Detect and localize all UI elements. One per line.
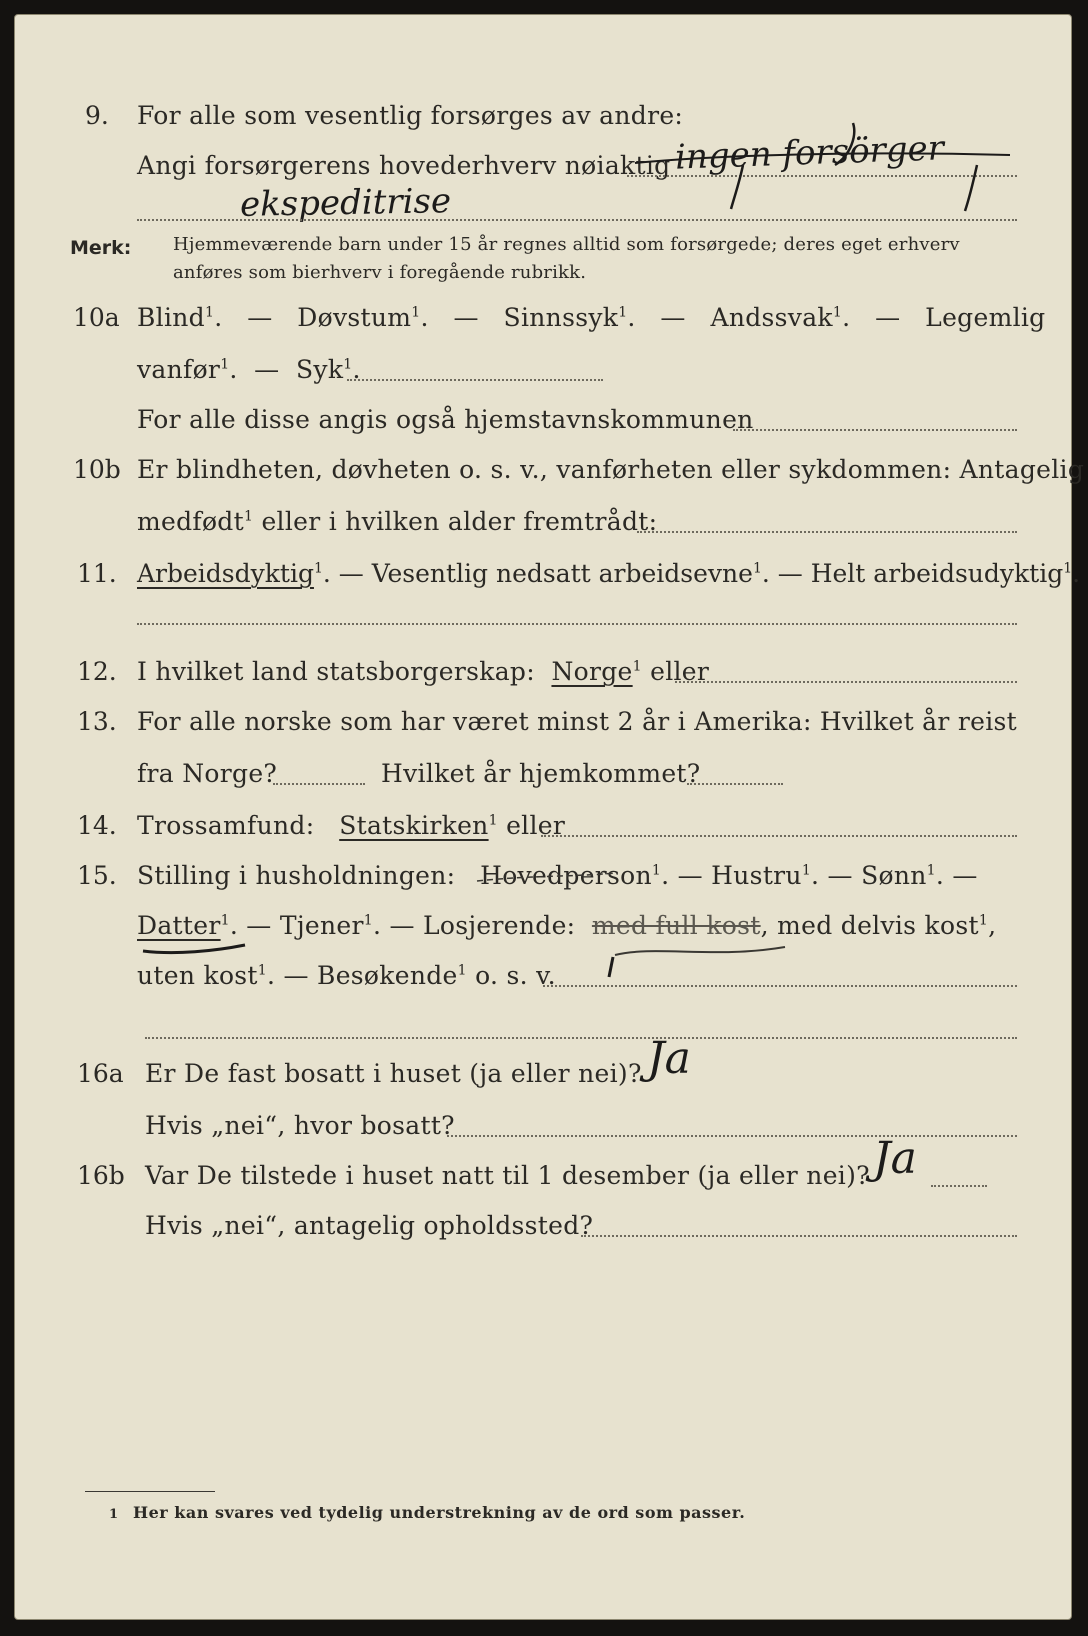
q10a-fill-line — [347, 379, 603, 381]
q16a-number: 16a — [77, 1059, 124, 1088]
q12-fill-line — [675, 681, 1017, 683]
q10b-line1: Er blindheten, døvheten o. s. v., vanførheten eller sykdommen: Antagelig — [137, 455, 1085, 484]
q16a-handwritten-answer: Ja — [647, 1033, 691, 1084]
option-statskirken-underlined: Statskirken — [339, 811, 489, 840]
q9-number: 9. — [85, 101, 109, 130]
option-hovedperson: Hovedperson — [480, 861, 652, 890]
q11-number: 11. — [77, 559, 117, 588]
option-blind: Blind — [137, 303, 205, 332]
footnote-text: Her kan svares ved tydelig understrekning av de ord som passer. — [133, 1503, 746, 1522]
q11-fill-line — [137, 623, 1017, 625]
q14-number: 14. — [77, 811, 117, 840]
q16b-fill-line-1 — [931, 1185, 987, 1187]
q13-fill-line-1 — [273, 783, 365, 785]
q9-handwritten-occupation: ekspeditrise — [239, 181, 452, 225]
option-vanfor: vanfør — [137, 355, 221, 384]
q13-hjemkommet: Hvilket år hjemkommet? — [381, 759, 701, 788]
q10a-line2: vanfør$^1$. — Syk$^1$. — [137, 355, 361, 384]
q15-line2: Datter$^1$. — Tjener$^1$. — Losjerende: med full kost, med delvis kost$^1$, — [137, 911, 997, 940]
option-datter-underlined: Datter — [137, 911, 221, 940]
q16b-line1: Var De tilstede i huset natt til 1 desember (ja eller nei)? — [145, 1161, 870, 1190]
footnote-rule — [85, 1491, 215, 1492]
q11-line: Arbeidsdyktig$^1$. — Vesentlig nedsatt arbeidsevne$^1$. — Helt arbeidsudyktig$^1$. — [137, 559, 1081, 588]
q9-line1: For alle som vesentlig forsørges av andre: — [137, 101, 684, 130]
q16b-fill-line — [581, 1235, 1017, 1237]
q15-line1: Stilling i husholdningen: Hovedperson$^1$. — Hustru$^1$. — Sønn$^1$. — — [137, 861, 978, 890]
option-legemlig: Legemlig — [925, 303, 1046, 332]
q10b-number: 10b — [73, 455, 121, 484]
q15-line3: uten kost$^1$. — Besøkende$^1$ o. s. v. — [137, 961, 556, 990]
q15-fill-line — [543, 985, 1017, 987]
q9-fill-line-2 — [137, 219, 1017, 221]
q15-fill-line-2 — [145, 1037, 1017, 1039]
merk-line2: anføres som bierhverv i foregående rubrikk. — [173, 262, 587, 283]
q13-fill-line-2 — [687, 783, 783, 785]
q14-fill-line — [541, 835, 1017, 837]
option-norge-underlined: Norge — [551, 657, 633, 686]
option-andssvak: Andssvak — [710, 303, 833, 332]
q16b-line2: Hvis „nei“, antagelig opholdssted? — [145, 1211, 594, 1240]
q16b-number: 16b — [77, 1161, 125, 1190]
footnote-number: 1 — [109, 1507, 119, 1522]
option-arbeidsdyktig-underlined: Arbeidsdyktig — [137, 559, 314, 588]
q9-line2: Angi forsørgerens hovederhverv nøiaktig — [137, 151, 671, 180]
q16a-fill-line — [447, 1135, 1017, 1137]
q12-number: 12. — [77, 657, 117, 686]
q9-handwritten-answer: ingen forsörger — [674, 128, 945, 178]
q14-line: Trossamfund: Statskirken$^1$ eller — [137, 811, 566, 840]
option-sinnssyk: Sinnssyk — [503, 303, 619, 332]
option-full-kost-struck: med full kost — [591, 911, 761, 940]
q10a-number: 10a — [73, 303, 120, 332]
q10a-fill-line-2 — [733, 429, 1017, 431]
q13-line1: For alle norske som har været minst 2 år i Amerika: Hvilket år reist — [137, 707, 1018, 736]
q12-line: I hvilket land statsborgerskap: Norge$^1$ eller — [137, 657, 710, 686]
merk-line1: Hjemmeværende barn under 15 år regnes alltid som forsørgede; deres eget erhverv — [173, 234, 960, 255]
q10a-line1: Blind$^1$. — Døvstum$^1$. — Sinnssyk$^1$. — Andssvak$^1$. — Legemlig — [137, 303, 1046, 332]
q13-fra-norge: fra Norge? — [137, 759, 278, 788]
merk-label: Merk: — [70, 237, 132, 259]
q10b-line2: medfødt$^1$ eller i hvilken alder fremtrådt: — [137, 507, 658, 536]
census-form-page — [14, 14, 1085, 1620]
q16b-handwritten-answer: Ja — [873, 1133, 917, 1184]
q10b-fill-line — [637, 531, 1017, 533]
q16a-line2: Hvis „nei“, hvor bosatt? — [145, 1111, 455, 1140]
q15-number: 15. — [77, 861, 117, 890]
q10a-line3: For alle disse angis også hjemstavnskommunen — [137, 405, 754, 434]
q13-number: 13. — [77, 707, 117, 736]
q16a-line1: Er De fast bosatt i huset (ja eller nei)? — [145, 1059, 642, 1088]
option-syk: Syk — [295, 355, 344, 384]
option-dovstum: Døvstum — [297, 303, 412, 332]
